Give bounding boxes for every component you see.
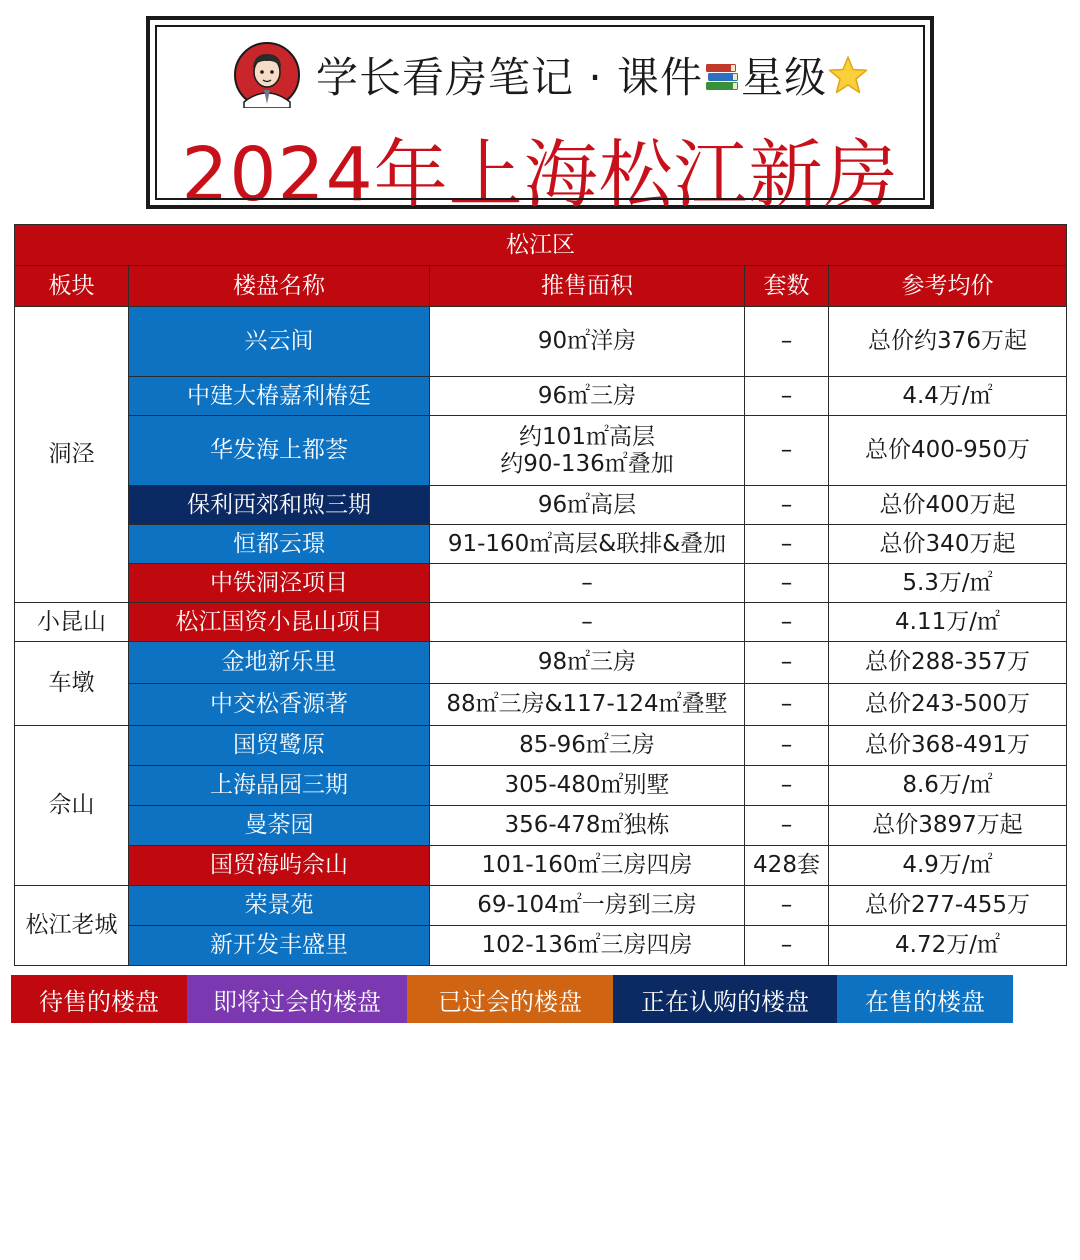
table-row	[15, 564, 1067, 603]
price-cell: 4.4万/㎡	[829, 377, 1067, 416]
table-row	[15, 886, 1067, 926]
area-cell	[430, 926, 745, 966]
table-row	[15, 846, 1067, 886]
area-cell	[430, 846, 745, 886]
area-cell	[430, 726, 745, 766]
project-name-cell: 中交松香源著	[129, 684, 430, 726]
area-cell	[430, 416, 745, 486]
plate-cell: 松江老城	[15, 886, 129, 966]
units-cell: –	[745, 886, 829, 926]
area-line: 91-160㎡高层&联排&叠加	[447, 530, 727, 557]
project-name-cell: 国贸海屿佘山	[129, 846, 430, 886]
area-line: 96㎡高层	[537, 491, 637, 518]
price-cell: 8.6万/㎡	[829, 766, 1067, 806]
table-row	[15, 416, 1067, 486]
units-cell: –	[745, 416, 829, 486]
column-header-plate: 板块	[15, 266, 129, 307]
header-box	[146, 16, 934, 218]
project-name-cell: 荣景苑	[129, 886, 430, 926]
price-cell: 5.3万/㎡	[829, 564, 1067, 603]
column-header-area: 推售面积	[430, 266, 745, 307]
area-cell	[430, 806, 745, 846]
table-row	[15, 766, 1067, 806]
area-cell	[430, 525, 745, 564]
area-line: 85-96㎡三房	[519, 732, 655, 759]
table-row	[15, 806, 1067, 846]
column-header-price: 参考均价	[829, 266, 1067, 307]
star-icon	[827, 54, 869, 96]
project-name-cell: 中建大椿嘉利椿廷	[129, 377, 430, 416]
legend-item: 已过会的楼盘	[407, 975, 613, 1023]
area-cell	[430, 642, 745, 684]
price-cell: 总价340万起	[829, 525, 1067, 564]
area-line: 69-104㎡一房到三房	[477, 892, 697, 919]
units-cell: –	[745, 564, 829, 603]
units-cell: –	[745, 486, 829, 525]
area-line: 88㎡三房&117-124㎡叠墅	[446, 691, 728, 718]
area-line: 102-136㎡三房四房	[481, 932, 693, 959]
column-header-units: 套数	[745, 266, 829, 307]
price-cell: 总价400万起	[829, 486, 1067, 525]
price-cell: 总价243-500万	[829, 684, 1067, 726]
units-cell: –	[745, 642, 829, 684]
project-name-cell: 曼荼园	[129, 806, 430, 846]
area-cell	[430, 684, 745, 726]
project-name-cell: 新开发丰盛里	[129, 926, 430, 966]
units-cell: –	[745, 766, 829, 806]
units-cell: –	[745, 726, 829, 766]
project-name-cell: 恒都云璟	[129, 525, 430, 564]
subtitle-text: 学长看房笔记 · 课件	[316, 53, 704, 102]
area-cell	[430, 603, 745, 642]
legend-item: 待售的楼盘	[11, 975, 187, 1023]
area-line: 约101㎡高层	[519, 424, 655, 451]
area-line: 305-480㎡别墅	[504, 772, 670, 799]
project-name-cell: 中铁洞泾项目	[129, 564, 430, 603]
district-header: 松江区	[15, 225, 1067, 266]
price-cell: 总价400-950万	[829, 416, 1067, 486]
column-header-name: 楼盘名称	[129, 266, 430, 307]
units-cell: –	[745, 603, 829, 642]
legend-item: 正在认购的楼盘	[613, 975, 837, 1023]
area-cell	[430, 377, 745, 416]
area-line: 96㎡三房	[537, 382, 637, 409]
price-cell: 总价368-491万	[829, 726, 1067, 766]
table-row	[15, 486, 1067, 525]
table-row	[15, 684, 1067, 726]
units-cell: –	[745, 684, 829, 726]
area-line: 101-160㎡三房四房	[481, 852, 693, 879]
legend-item: 在售的楼盘	[837, 975, 1013, 1023]
listing-table	[14, 224, 1067, 966]
table-row	[15, 603, 1067, 642]
area-line: 约90-136㎡叠加	[500, 450, 674, 477]
subtitle-rating-text: 星级	[741, 53, 828, 102]
project-name-cell: 保利西郊和煦三期	[129, 486, 430, 525]
project-name-cell: 兴云间	[129, 307, 430, 377]
table-row	[15, 726, 1067, 766]
price-cell: 总价3897万起	[829, 806, 1067, 846]
project-name-cell: 金地新乐里	[129, 642, 430, 684]
table-row	[15, 307, 1067, 377]
price-cell: 总价277-455万	[829, 886, 1067, 926]
price-cell: 4.9万/㎡	[829, 846, 1067, 886]
project-name-cell: 松江国资小昆山项目	[129, 603, 430, 642]
area-cell	[430, 564, 745, 603]
table-row	[15, 926, 1067, 966]
books-icon	[703, 56, 741, 94]
units-cell: –	[745, 806, 829, 846]
table-row	[15, 642, 1067, 684]
area-cell	[430, 307, 745, 377]
table-row	[15, 525, 1067, 564]
area-line: –	[581, 608, 593, 635]
plate-cell: 车墩	[15, 642, 129, 726]
area-cell	[430, 886, 745, 926]
price-cell: 4.72万/㎡	[829, 926, 1067, 966]
area-cell	[430, 766, 745, 806]
price-cell: 总价288-357万	[829, 642, 1067, 684]
price-cell: 总价约376万起	[829, 307, 1067, 377]
units-cell: –	[745, 926, 829, 966]
area-line: –	[581, 569, 593, 596]
table-row	[15, 377, 1067, 416]
area-line: 356-478㎡独栋	[504, 812, 670, 839]
units-cell: –	[745, 525, 829, 564]
plate-cell: 小昆山	[15, 603, 129, 642]
units-cell: –	[745, 377, 829, 416]
project-name-cell: 华发海上都荟	[129, 416, 430, 486]
plate-cell: 佘山	[15, 726, 129, 886]
units-cell: –	[745, 307, 829, 377]
project-name-cell: 上海晶园三期	[129, 766, 430, 806]
project-name-cell: 国贸鹭原	[129, 726, 430, 766]
plate-cell: 洞泾	[15, 307, 129, 603]
units-cell: 428套	[745, 846, 829, 886]
status-legend	[11, 975, 1013, 1023]
area-line: 98㎡三房	[537, 649, 637, 676]
column-header-row	[15, 266, 1067, 307]
area-line: 90㎡洋房	[537, 328, 637, 355]
legend-item: 即将过会的楼盘	[187, 975, 407, 1023]
area-cell	[430, 486, 745, 525]
avatar-icon	[234, 42, 300, 108]
page-title: 2024年上海松江新房	[181, 132, 899, 218]
subtitle-row	[234, 40, 869, 110]
price-cell: 4.11万/㎡	[829, 603, 1067, 642]
